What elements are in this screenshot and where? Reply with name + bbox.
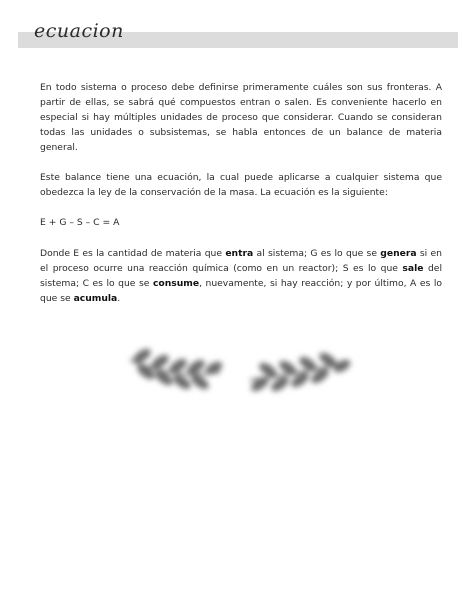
term-consume: consume	[152, 278, 200, 289]
term-genera: genera	[380, 248, 417, 259]
term-sale: sale	[402, 263, 424, 274]
definition-text-3: si en el proceso ocurre una reacción química (como en un reactor); S es lo que	[40, 248, 442, 274]
balance-equation: E + G – S – C = A	[40, 217, 120, 228]
paragraph-fronteras: En todo sistema o proceso debe definirse primeramente cuáles son sus fronteras. A partir de ellas, se sabrá qué compuestos entran o salen. Es conveniente hacerlo en especial si hay múltiples unidades de proceso que considerar. Cuando se consideran todas las unidades o subsistemas, se habla entonces de un balance de materia general.	[40, 82, 442, 153]
definition-text-5: , nuevamente, si hay reacción; y por último, A es lo que se	[40, 278, 442, 304]
term-acumula: acumula	[73, 293, 118, 304]
paragraph-balance: Este balance tiene una ecuación, la cual puede aplicarse a cualquier sistema que obedezca la ley de la conservación de la masa. La ecuación es la siguiente:	[40, 172, 442, 198]
paragraph-definitions	[40, 246, 442, 306]
term-entra: entra	[225, 248, 254, 259]
laurel-branches-icon	[120, 340, 360, 400]
definition-text-2: al sistema; G es lo que se	[253, 248, 381, 259]
page-title: ecuacion	[34, 20, 124, 42]
definition-text-1: Donde E es la cantidad de materia que	[40, 248, 226, 259]
definition-text-6: .	[117, 293, 121, 304]
definition-text-4: del sistema; C es lo que se	[40, 263, 442, 289]
main-content	[40, 80, 442, 321]
